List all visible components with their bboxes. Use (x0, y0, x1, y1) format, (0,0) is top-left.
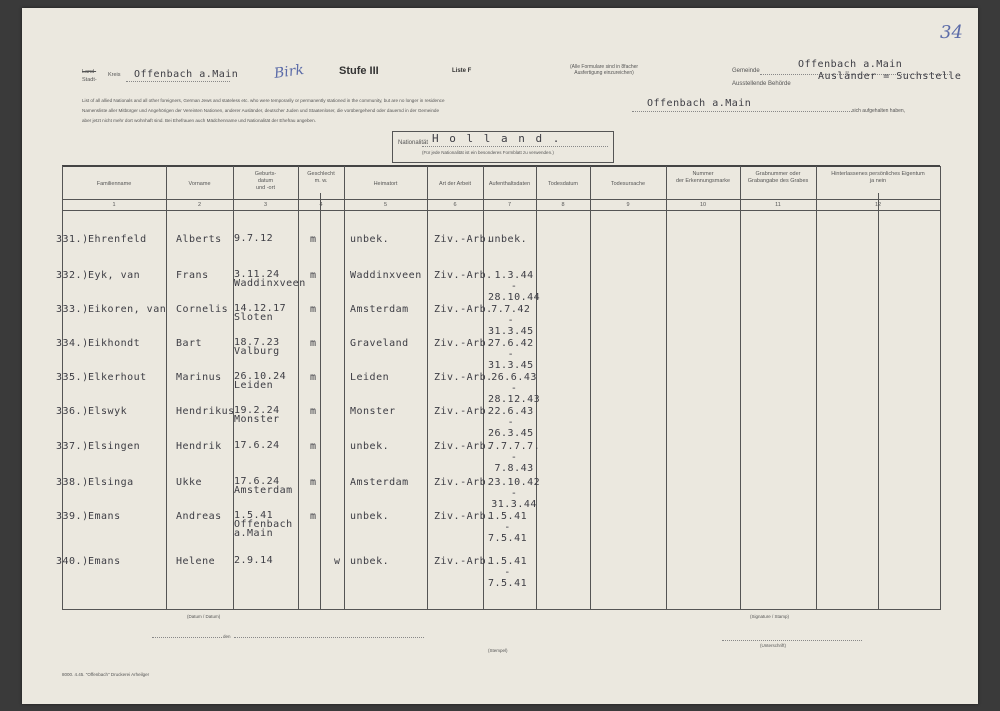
hometown-cell: Amsterdam (350, 477, 409, 488)
footer-date-label: (Datum / Datum) (187, 614, 221, 619)
surname-cell: Elswyk (88, 406, 128, 417)
hometown-cell: unbek. (350, 441, 390, 452)
stay-cell: 22.6.43 - 26.3.45 (488, 406, 534, 439)
hometown-cell: Waddinxveen (350, 270, 422, 281)
kreis-underline (126, 81, 230, 82)
intro-text-3: aber jetzt nicht mehr dort wohnhaft sind. Bei Ehefrauen auch Mädchenname und Nationalität der Ehefrau angeben. (82, 118, 316, 123)
sex-cell: m (310, 270, 317, 281)
birth-cell: 17.6.24 (234, 440, 280, 451)
row-number: 333.) (56, 304, 89, 315)
surname-cell: Eyk, van (88, 270, 141, 281)
table-row (22, 510, 978, 544)
nationality-label: Nationalität (398, 140, 429, 146)
birth-cell: 26.10.24 Leiden (234, 371, 287, 391)
column-header: Art der Arbeit (438, 181, 472, 187)
column-number: 9 (626, 202, 630, 208)
birth-cell: 2.9.14 (234, 555, 274, 566)
table-row (22, 269, 978, 303)
row-number: 338.) (56, 477, 89, 488)
hometown-cell: Amsterdam (350, 304, 409, 315)
column-header: Todesdatum (548, 181, 578, 187)
column-header: Geburts- datum und -ort (254, 171, 277, 191)
sex-cell: m (310, 304, 317, 315)
kreis-label-prefix: Land- Stadt- (82, 69, 97, 83)
column-header: Geschlecht m. w. (307, 171, 335, 184)
work-cell: Ziv.-Arb. (434, 441, 493, 452)
work-cell: Ziv.-Arb. (434, 511, 493, 522)
table-row (22, 405, 978, 439)
work-cell: Ziv.-Arb. (434, 556, 493, 567)
sex-cell: m (310, 477, 317, 488)
stay-cell: 7.7.7.7. - 7.8.43 (488, 441, 541, 474)
sex-cell: m (310, 441, 317, 452)
column-number: 8 (561, 202, 565, 208)
birth-cell: 17.6.24 Amsterdam (234, 476, 293, 496)
location-underline (632, 111, 852, 112)
row-number: 340.) (56, 556, 89, 567)
column-header: Vorname (188, 181, 211, 187)
stufe-title: Stufe III (339, 65, 379, 77)
firstname-cell: Helene (176, 556, 216, 567)
work-cell: Ziv.-Arb. (434, 270, 493, 281)
behoerde-value: Ausländer = Suchstelle (818, 71, 962, 82)
gemeinde-label: Gemeinde (732, 68, 760, 74)
sex-cell: w (334, 556, 341, 567)
column-number: 5 (383, 202, 388, 208)
column-number: 7 (507, 202, 512, 208)
column-header: Todesursache (610, 181, 646, 187)
birth-cell: 3.11.24 Waddinxveen (234, 269, 306, 289)
row-number: 337.) (56, 441, 89, 452)
firstname-cell: Andreas (176, 511, 222, 522)
stay-cell: 1.5.41 - 7.5.41 (488, 556, 528, 589)
footer-printer-note: 8000. 4.45. "Offenbach" Druckerei Arheilger (62, 672, 150, 677)
table-row (22, 440, 978, 474)
column-header: Heimatort (373, 181, 398, 187)
column-number: 1 (112, 202, 116, 208)
sex-cell: m (310, 234, 317, 245)
formular-note: (Alle Formulare sind in 8facher Ausfertigung einzureichen) (570, 64, 639, 76)
footer-signature-label: (Signature / Stamp) (750, 614, 790, 619)
surname-cell: Elsingen (88, 441, 141, 452)
column-number: 2 (197, 202, 202, 208)
stay-cell: 7.7.42 - 31.3.45 (488, 304, 534, 337)
surname-cell: Ehrenfeld (88, 234, 147, 245)
birth-cell: 19.2.24 Monster (234, 405, 280, 425)
work-cell: Ziv.-Arb. (434, 304, 493, 315)
birth-cell: 14.12.17 Sloten (234, 303, 287, 323)
footer-place-line (152, 637, 222, 638)
column-number: 11 (775, 202, 781, 208)
surname-cell: Eikoren, van (88, 304, 167, 315)
column-header: Familienname (96, 181, 132, 187)
liste-label: Liste F (452, 68, 472, 74)
hometown-cell: Graveland (350, 338, 409, 349)
stay-cell: 27.6.42 - 31.3.45 (488, 338, 534, 371)
location-suffix: sich aufgehalten haben, (852, 108, 906, 114)
column-header: Nummer der Erkennungsmarke (675, 171, 731, 184)
birth-cell: 9.7.12 (234, 233, 274, 244)
work-cell: Ziv.-Arb. (434, 234, 493, 245)
row-number: 334.) (56, 338, 89, 349)
work-cell: Ziv.-Arb. (434, 477, 493, 488)
firstname-cell: Frans (176, 270, 209, 281)
hometown-cell: unbek. (350, 234, 390, 245)
column-header: Aufenthaltsdaten (488, 181, 531, 187)
hometown-cell: Leiden (350, 372, 390, 383)
behoerde-label: Ausstellende Behörde (732, 81, 791, 87)
kreis-value: Offenbach a.Main (134, 69, 239, 80)
stay-cell: 1.3.44 - 28.10.44 (488, 270, 541, 303)
stay-cell: 1.5.41 - 7.5.41 (488, 511, 528, 544)
row-number: 336.) (56, 406, 89, 417)
row-number: 339.) (56, 511, 89, 522)
firstname-cell: Marinus (176, 372, 222, 383)
firstname-cell: Hendrik (176, 441, 222, 452)
hometown-cell: unbek. (350, 556, 390, 567)
hometown-cell: Monster (350, 406, 396, 417)
column-number: 4 (319, 202, 323, 208)
nationality-value: H o l l a n d . (432, 132, 562, 145)
birth-cell: 18.7.23 Valburg (234, 337, 280, 357)
sex-cell: m (310, 406, 317, 417)
footer-unterschrift-label: (Unterschrift) (760, 643, 787, 648)
handwritten-note: Birk (273, 61, 305, 83)
table-row (22, 337, 978, 371)
column-number: 10 (699, 202, 707, 208)
row-number: 335.) (56, 372, 89, 383)
surname-cell: Eikhondt (88, 338, 141, 349)
firstname-cell: Alberts (176, 234, 222, 245)
table-row (22, 476, 978, 510)
table-header-divider (62, 199, 940, 200)
table-row (22, 234, 978, 264)
row-number: 331.) (56, 234, 89, 245)
column-header: Hinterlassenes persönliches Eigentum ja nein (831, 171, 925, 184)
document-sheet (22, 8, 978, 704)
table-row (22, 555, 978, 589)
footer-den-label: den (223, 634, 231, 639)
surname-cell: Emans (88, 511, 121, 522)
firstname-cell: Ukke (176, 477, 203, 488)
page-number: 34 (940, 22, 963, 43)
gemeinde-value: Offenbach a.Main (798, 59, 903, 70)
table-number-divider (62, 210, 940, 211)
intro-text-2: Namensliste aller Mitbürger und Angehörigen der Vereinten Nationen, anderer Ausländer, deutscher Juden und Staatenloser, die vorübergehend oder dauernd in der Gemeinde (82, 108, 440, 113)
column-header: Grabnummer oder Grabangabe des Grabes (747, 171, 809, 184)
sex-cell: m (310, 338, 317, 349)
table-top-border (62, 165, 940, 167)
firstname-cell: Cornelis (176, 304, 229, 315)
birth-cell: 1.5.41 Offenbach a.Main (234, 510, 293, 539)
surname-cell: Emans (88, 556, 121, 567)
stay-cell: 23.10.42 - 31.3.44 (488, 477, 541, 510)
location-value: Offenbach a.Main (647, 98, 752, 109)
table-bottom-border (62, 609, 940, 610)
footer-date-line (234, 637, 424, 638)
work-cell: Ziv.-Arb. (434, 406, 493, 417)
work-cell: Ziv.-Arb. (434, 372, 493, 383)
nationality-underline (422, 146, 608, 147)
firstname-cell: Bart (176, 338, 203, 349)
stay-cell: unbek. (488, 234, 528, 245)
surname-cell: Elsinga (88, 477, 134, 488)
table-row (22, 303, 978, 337)
column-number: 3 (263, 202, 268, 208)
table-row (22, 371, 978, 405)
hometown-cell: unbek. (350, 511, 390, 522)
footer-stamp-label: (Stempel) (488, 648, 508, 653)
surname-cell: Elkerhout (88, 372, 147, 383)
intro-text-1: List of all allied Nationals and all other foreigners, German Jews and stateless etc. who were temporarily or permanently stationed in the community, but are no longer in residence (82, 98, 445, 103)
sex-cell: m (310, 372, 317, 383)
kreis-label: Kreis (108, 72, 121, 78)
work-cell: Ziv.-Arb. (434, 338, 493, 349)
sex-cell: m (310, 511, 317, 522)
row-number: 332.) (56, 270, 89, 281)
nationality-note: (Für jede Nationalität ist ein besonderes Formblatt zu verwenden.) (422, 150, 554, 155)
firstname-cell: Hendrikus (176, 406, 235, 417)
footer-signature-line (722, 640, 862, 641)
stay-cell: 26.6.43 - 28.12.43 (488, 372, 541, 405)
column-number: 12 (874, 202, 882, 208)
column-number: 6 (453, 202, 457, 208)
